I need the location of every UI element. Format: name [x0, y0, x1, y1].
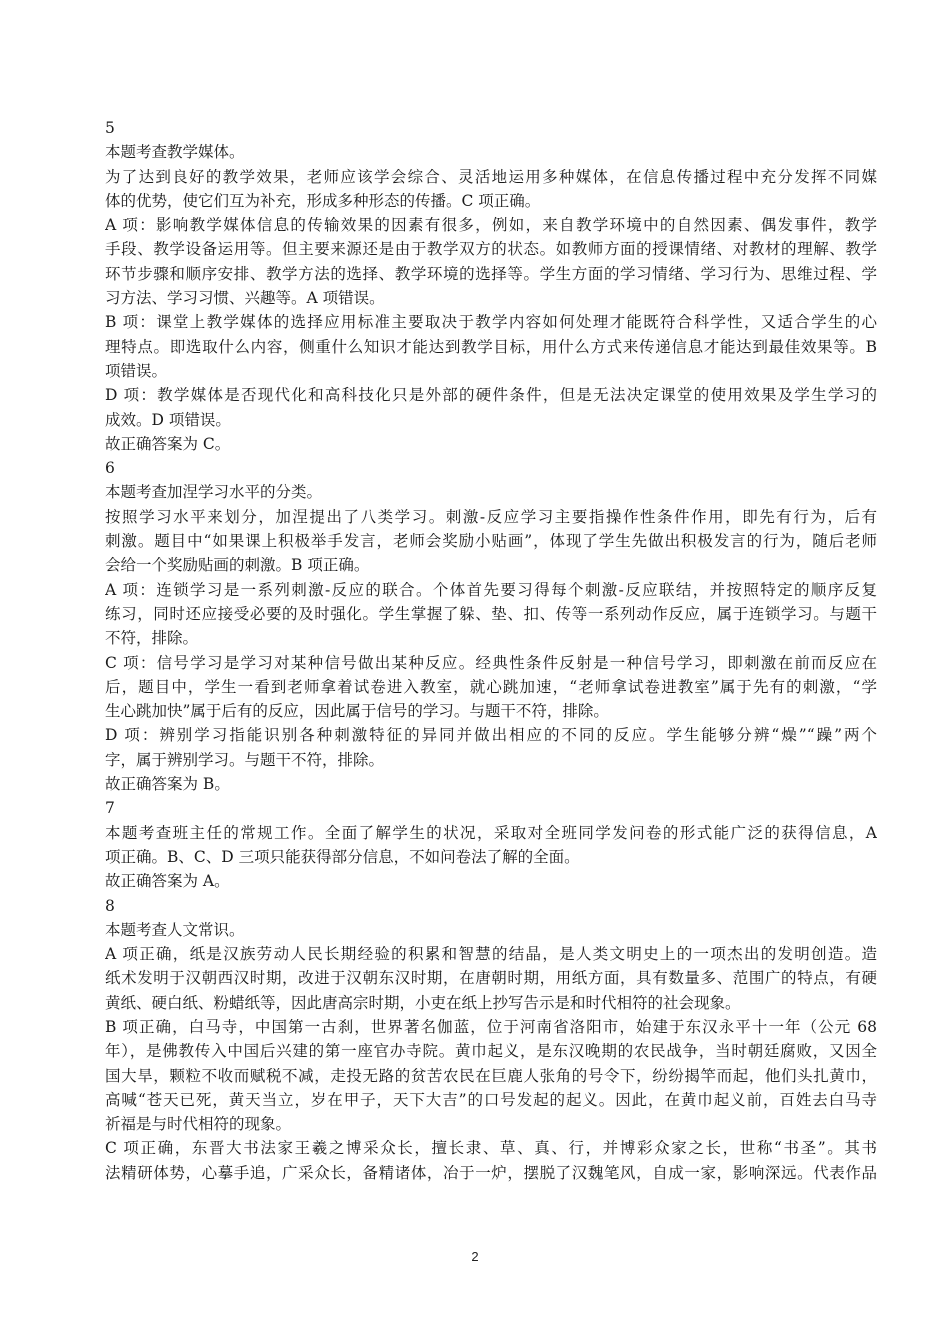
text-line: 习方法、学习习惯、兴趣等。A 项错误。	[105, 289, 385, 308]
text-line: 高喊“苍天已死，黄天当立，岁在甲子，天下大吉”的口号发起的起义。因此，在黄巾起义前，百姓去白马寺	[105, 1090, 877, 1109]
text-line: 法精研体势，心摹手追，广采众长，备精诸体，冶于一炉，摆脱了汉魏笔风，自成一家，影响深远。代表作品	[105, 1163, 877, 1182]
text-line: B 项：课堂上教学媒体的选择应用标准主要取决于教学内容如何处理才能既符合科学性，又适合学生的心	[105, 313, 877, 332]
text-line: 黄纸、硬白纸、粉蜡纸等，因此唐高宗时期，小吏在纸上抄写告示是和时代相符的社会现象。	[105, 993, 741, 1012]
text-line: 理特点。即选取什么内容，侧重什么知识才能达到教学目标，用什么方式来传递信息才能达到最佳效果等。B	[105, 337, 877, 356]
text-line: 6	[105, 459, 115, 478]
text-line: A 项：影响教学媒体信息的传输效果的因素有很多，例如，来自教学环境中的自然因素、偶发事件，教学	[105, 216, 877, 235]
text-line: 本题考查人文常识。	[105, 920, 245, 939]
text-line: 纸术发明于汉朝西汉时期，改进于汉朝东汉时期，在唐朝时期，用纸方面，具有数量多、范围广的特点，有硬	[105, 969, 877, 988]
text-line: D 项：辨别学习指能识别各种刺激特征的异同并做出相应的不同的反应。学生能够分辨“燥”“躁”两个	[105, 726, 877, 745]
text-line: 故正确答案为 C。	[105, 434, 231, 453]
text-line: 练习，同时还应接受必要的及时强化。学生掌握了躲、垫、扣、传等一系列动作反应，属于连锁学习。与题干	[105, 604, 877, 623]
text-line: 项错误。	[105, 361, 168, 380]
text-line: 字，属于辨别学习。与题干不符，排除。	[105, 750, 385, 769]
text-line: 本题考查班主任的常规工作。全面了解学生的状况，采取对全班同学发问卷的形式能广泛的获得信息，A	[105, 823, 877, 842]
text-line: 故正确答案为 B。	[105, 775, 230, 794]
text-line: 8	[105, 896, 115, 915]
text-line: 本题考查教学媒体。	[105, 143, 245, 162]
text-line: 成效。D 项错误。	[105, 410, 231, 429]
text-line: 生心跳加快”属于后有的反应，因此属于信号的学习。与题干不符，排除。	[105, 702, 609, 721]
text-line: 为了达到良好的教学效果，老师应该学会综合、灵活地运用多种媒体，在信息传播过程中充分发挥不同媒	[105, 167, 877, 186]
text-line: 7	[105, 799, 115, 818]
text-line: 项正确。B、C、D 三项只能获得部分信息，不如问卷法了解的全面。	[105, 847, 580, 866]
text-line: 后，题目中，学生一看到老师拿着试卷进入教室，就心跳加速，“老师拿试卷进教室”属于先有的刺激，“学	[105, 677, 877, 696]
text-line: 年），是佛教传入中国后兴建的第一座官办寺院。黄巾起义，是东汉晚期的农民战争，当时朝廷腐败，又因全	[105, 1042, 877, 1061]
text-line: 不符，排除。	[105, 629, 199, 648]
text-line: C 项正确，东晋大书法家王羲之博采众长，擅长隶、草、真、行，并博彩众家之长，世称“书圣”。其书	[105, 1139, 877, 1158]
text-line: 祈福是与时代相符的现象。	[105, 1115, 292, 1134]
text-line: 手段、教学设备运用等。但主要来源还是由于教学双方的状态。如教师方面的授课情绪、对教材的理解、教学	[105, 240, 877, 259]
text-line: 5	[105, 119, 115, 137]
text-line: 本题考查加涅学习水平的分类。	[105, 483, 323, 502]
text-line: 体的优势，使它们互为补充，形成多种形态的传播。C 项正确。	[105, 191, 541, 210]
page-number: 2	[471, 1249, 479, 1264]
text-line: 故正确答案为 A。	[105, 872, 230, 891]
text-line: 刺激。题目中“如果课上积极举手发言，老师会奖励小贴画”，体现了学生先做出积极发言的行为，随后老师	[105, 532, 877, 551]
text-line: A 项：连锁学习是一系列刺激-反应的联合。个体首先要习得每个刺激-反应联结，并按照特定的顺序反复	[105, 580, 877, 599]
text-line: 环节步骤和顺序安排、教学方法的选择、教学环境的选择等。学生方面的学习情绪、学习行为、思维过程、学	[105, 264, 877, 283]
text-line: 按照学习水平来划分，加涅提出了八类学习。刺激-反应学习主要指操作性条件作用，即先有行为，后有	[105, 507, 877, 526]
document-body	[105, 116, 877, 1185]
text-line: B 项正确，白马寺，中国第一古刹，世界著名伽蓝，位于河南省洛阳市，始建于东汉永平十一年（公元 68	[105, 1017, 877, 1036]
text-line: D 项：教学媒体是否现代化和高科技化只是外部的硬件条件，但是无法决定课堂的使用效果及学生学习的	[105, 386, 877, 405]
text-line: A 项正确，纸是汉族劳动人民长期经验的积累和智慧的结晶，是人类文明史上的一项杰出的发明创造。造	[105, 945, 877, 964]
text-line: C 项：信号学习是学习对某种信号做出某种反应。经典性条件反射是一种信号学习，即刺激在前而反应在	[105, 653, 877, 672]
text-line: 国大旱，颗粒不收而赋税不减，走投无路的贫苦农民在巨鹿人张角的号令下，纷纷揭竿而起，他们头扎黄巾，	[105, 1066, 877, 1085]
text-line: 会给一个奖励贴画的刺激。B 项正确。	[105, 556, 370, 575]
